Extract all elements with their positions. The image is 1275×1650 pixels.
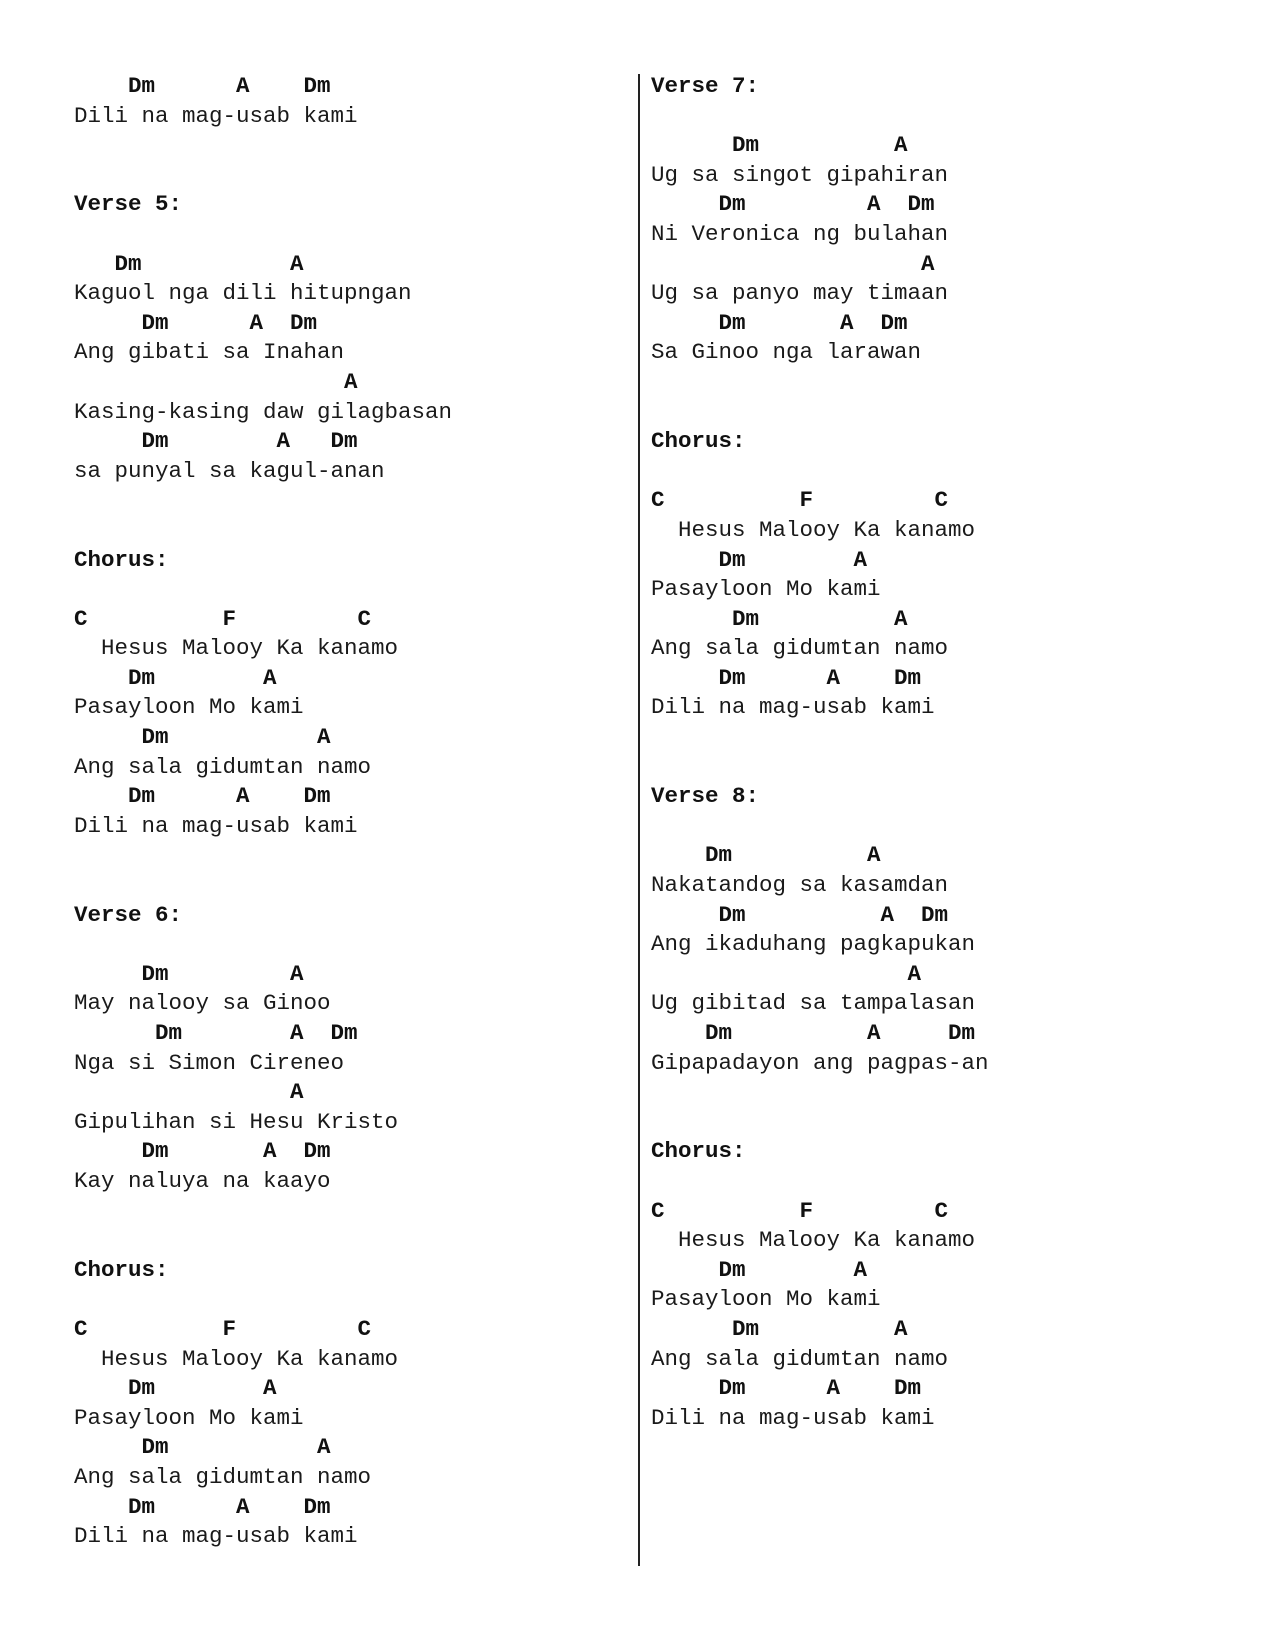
chord-line: Dm A Dm	[74, 1493, 331, 1520]
chord-line: Dm A	[74, 960, 304, 987]
blank-line	[74, 486, 614, 516]
blank-line	[74, 871, 614, 901]
chord-line: Dm A	[74, 664, 277, 691]
lyric-line: Pasayloon Mo kami	[74, 1404, 304, 1431]
chord-line: Dm A Dm	[74, 73, 331, 99]
section-heading: Chorus:	[74, 546, 169, 573]
lyric-line: Kaguol nga dili hitupngan	[74, 280, 412, 307]
blank-line	[74, 161, 614, 191]
lyric-line: Dili na mag-usab kami	[74, 102, 358, 129]
section-heading: Chorus:	[651, 428, 746, 455]
lyric-line: Dili na mag-usab kami	[651, 694, 935, 721]
lyric-line: Kasing-kasing daw gilagbasan	[74, 398, 453, 425]
chord-line: Dm A	[74, 1375, 277, 1402]
lyric-line: Hesus Malooy Ka kanamo	[74, 635, 399, 662]
lyric-line: Hesus Malooy Ka kanamo	[74, 1345, 399, 1372]
lyric-line: Pasayloon Mo kami	[74, 694, 304, 721]
lyric-line: Sa Ginoo nga larawan	[651, 339, 922, 366]
lyric-line: Kay naluya na kaayo	[74, 1167, 331, 1194]
blank-line	[74, 220, 614, 250]
chord-line: Dm A Dm	[74, 1138, 331, 1165]
lyric-line: Gipulihan si Hesu Kristo	[74, 1108, 399, 1135]
chord-line: Dm A Dm	[651, 309, 908, 336]
lyric-line: Ang sala gidumtan namo	[651, 635, 949, 662]
lyric-line: Pasayloon Mo kami	[651, 1286, 881, 1313]
chord-line: Dm A	[651, 842, 881, 869]
section-heading: Chorus:	[74, 1256, 169, 1283]
chord-line: Dm A Dm	[651, 1020, 976, 1046]
chord-line: C F C	[74, 605, 372, 632]
lyric-line: Dili na mag-usab kami	[74, 812, 358, 839]
chord-line: Dm A Dm	[651, 664, 922, 691]
blank-line	[74, 841, 614, 871]
blank-line	[651, 398, 1211, 428]
blank-line	[74, 1226, 614, 1256]
lyric-line: Dili na mag-usab kami	[651, 1404, 935, 1431]
section-heading: Verse 5:	[74, 191, 183, 218]
chord-line: Dm A Dm	[74, 783, 331, 810]
lyric-line: Ang sala gidumtan namo	[651, 1345, 949, 1372]
blank-line	[651, 753, 1211, 783]
section-heading: Verse 8:	[651, 783, 760, 810]
right-column	[651, 72, 1211, 1433]
chord-line: Dm A	[651, 132, 908, 159]
lyric-line: Hesus Malooy Ka kanamo	[651, 1227, 976, 1254]
lyric-line: Dili na mag-usab kami	[74, 1523, 358, 1550]
lyric-line: Pasayloon Mo kami	[651, 576, 881, 603]
blank-line	[74, 1285, 614, 1315]
lyric-line: Ni Veronica ng bulahan	[651, 220, 949, 247]
blank-line	[651, 812, 1211, 842]
lyric-line: Ang sala gidumtan namo	[74, 1463, 372, 1490]
section-heading: Chorus:	[651, 1138, 746, 1165]
chord-line: C F C	[651, 487, 949, 514]
lyric-line: Ug sa panyo may timaan	[651, 280, 949, 307]
lyric-line: Ang gibati sa Inahan	[74, 339, 345, 366]
blank-line	[651, 1078, 1211, 1108]
blank-line	[74, 131, 614, 161]
chord-line: A	[651, 960, 922, 987]
lyric-line: Ang ikaduhang pagkapukan	[651, 931, 976, 958]
blank-line	[651, 1108, 1211, 1138]
chord-line: Dm A	[651, 605, 908, 632]
blank-line	[651, 457, 1211, 487]
blank-line	[651, 368, 1211, 398]
chord-line: Dm A	[651, 546, 868, 573]
blank-line	[651, 723, 1211, 753]
chord-line: Dm A	[74, 250, 304, 277]
lyric-line: Ug sa singot gipahiran	[651, 161, 949, 188]
lyric-line: Ang sala gidumtan namo	[74, 753, 372, 780]
chord-line: A	[651, 250, 935, 277]
blank-line	[74, 930, 614, 960]
blank-line	[74, 516, 614, 546]
chord-line: A	[74, 1079, 304, 1106]
chord-line: Dm A	[651, 1315, 908, 1342]
lyric-line: sa punyal sa kagul-anan	[74, 457, 385, 484]
lyric-line: May nalooy sa Ginoo	[74, 990, 331, 1017]
lyric-line: Ug gibitad sa tampalasan	[651, 990, 976, 1017]
section-heading: Verse 6:	[74, 901, 183, 928]
lyric-line: Nakatandog sa kasamdan	[651, 872, 949, 899]
chord-line: Dm A	[74, 1434, 331, 1461]
chord-line: A	[74, 368, 358, 395]
chord-line: Dm A Dm	[651, 1375, 922, 1402]
section-heading: Verse 7:	[651, 73, 760, 99]
chord-line: Dm A	[651, 1256, 868, 1283]
chord-line: Dm A Dm	[651, 191, 935, 218]
blank-line	[651, 1167, 1211, 1197]
chord-line: C F C	[651, 1197, 949, 1224]
blank-line	[74, 1197, 614, 1227]
blank-line	[74, 575, 614, 605]
lyric-line: Nga si Simon Cireneo	[74, 1049, 345, 1076]
lyric-line: Gipapadayon ang pagpas-an	[651, 1049, 989, 1076]
column-divider	[638, 74, 640, 1566]
chord-line: Dm A Dm	[74, 309, 318, 336]
chord-line: Dm A Dm	[651, 901, 949, 928]
chord-line: Dm A Dm	[74, 1020, 358, 1046]
chord-line: Dm A	[74, 724, 331, 751]
chord-line: C F C	[74, 1315, 372, 1342]
lyric-line: Hesus Malooy Ka kanamo	[651, 516, 976, 543]
blank-line	[651, 102, 1211, 132]
chord-line: Dm A Dm	[74, 428, 358, 455]
left-column	[74, 72, 614, 1552]
